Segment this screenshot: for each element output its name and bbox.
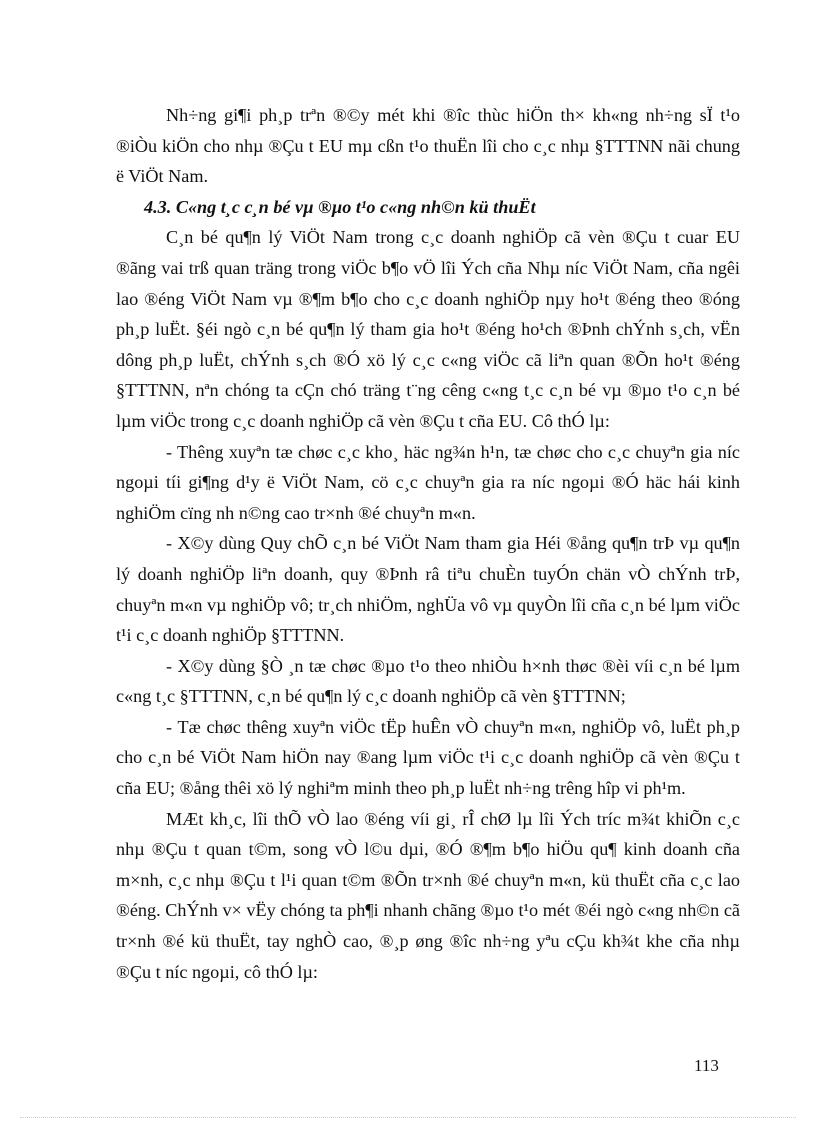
paragraph-intro: Nh÷ng gi¶i ph¸p trªn ®©y mét khi ®îc thùc hiÖn th× kh«ng nh÷ng sÏ t¹o ®iÒu kiÖn cho nhµ ®Çu t EU mµ cßn t¹o thuËn lîi cho c¸c nhµ §TTTNN nãi chung ë ViÖt Nam. xyxy=(116,105,740,187)
paragraph-labor: MÆt kh¸c, lîi thÕ vÒ lao ®éng víi gi¸ rÎ chØ lµ lîi Ých tríc m¾t khiÕn c¸c nhµ ®Çu t quan t©m, song vÒ l©u dµi, ®Ó ®¶m b¶o hiÖu qu¶ kinh doanh cña m×nh, c¸c nhµ ®Çu t l¹i quan t©m ®Õn tr×nh ®é chuyªn m«n, kü thuËt cña c¸c lao ®éng. ChÝnh v× vËy chóng ta ph¶i nhanh chãng ®µo t¹o mét ®éi ngò c«ng nh©n cã tr×nh ®é kü thuËt, tay nghÒ cao, ®¸p øng ®îc nh÷ng yªu cÇu kh¾t khe cña nhµ ®Çu t níc ngoµi, cô thÓ lµ: xyxy=(116,808,740,982)
paragraph-cadres: C¸n bé qu¶n lý ViÖt Nam trong c¸c doanh nghiÖp cã vèn ®Çu t cuar EU ®ãng vai trß quan träng trong viÖc b¶o vÖ lîi Ých cña Nhµ níc ViÖt Nam, cña ngêi lao ®éng ViÖt Nam vµ ®¶m b¶o cho c¸c doanh nghiÖp nµy ho¹t ®éng theo ®óng ph¸p luËt. §éi ngò c¸n bé qu¶n lý tham gia ho¹t ®éng ho¹ch ®Þnh chÝnh s¸ch, vËn dông ph¸p luËt, chÝnh s¸ch ®Ó xö lý c¸c c«ng viÖc cã liªn quan ®Õn ho¹t ®éng §TTTNN, nªn chóng ta cÇn chó träng t¨ng cêng c«ng t¸c c¸n bé vµ ®µo t¹o c¸n bé lµm viÖc trong c¸c doanh nghiÖp cã vèn ®Çu t cña EU. Cô thÓ lµ: xyxy=(116,227,740,431)
page-number: 113 xyxy=(694,1056,719,1075)
section-heading: 4.3. C«ng t¸c c¸n bé vµ ®µo t¹o c«ng nh©n kü thuËt xyxy=(144,196,536,217)
list-item-project: - X©y dùng §Ò ¸n tæ chøc ®µo t¹o theo nhiÒu h×nh thøc ®èi víi c¸n bé lµm c«ng t¸c §TTTNN, c¸n bé qu¶n lý c¸c doanh nghiÖp cã vèn §TTTNN; xyxy=(116,655,740,707)
list-item-seminars: - Tæ chøc thêng xuyªn viÖc tËp huÊn vÒ chuyªn m«n, nghiÖp vô, luËt ph¸p cho c¸n bé ViÖt Nam hiÖn nay ®ang lµm viÖc t¹i c¸c doanh nghiÖp cã vèn ®Çu t cña EU; ®ång thêi xö lý nghiªm minh theo ph¸p luËt nh÷ng trêng hîp vi ph¹m. xyxy=(116,716,740,799)
body-text xyxy=(116,100,740,987)
bottom-divider xyxy=(20,1117,796,1118)
list-item-training: - Thêng xuyªn tæ chøc c¸c kho¸ häc ng¾n h¹n, tæ chøc cho c¸c chuyªn gia níc ngoµi tíi gi¶ng d¹y ë ViÖt Nam, cö c¸c chuyªn gia ra níc ngoµi ®Ó häc hái kinh nghiÖm cïng nh n©ng cao tr×nh ®é chuyªn m«n. xyxy=(116,441,740,523)
list-item-regulation: - X©y dùng Quy chÕ c¸n bé ViÖt Nam tham gia Héi ®ång qu¶n trÞ vµ qu¶n lý doanh nghiÖp liªn doanh, quy ®Þnh râ tiªu chuÈn tuyÓn chän vÒ chÝnh trÞ, chuyªn m«n vµ nghiÖp vô; tr¸ch nhiÖm, nghÜa vô vµ quyÒn lîi cña c¸n bé lµm viÖc t¹i c¸c doanh nghiÖp §TTTNN. xyxy=(116,533,740,646)
